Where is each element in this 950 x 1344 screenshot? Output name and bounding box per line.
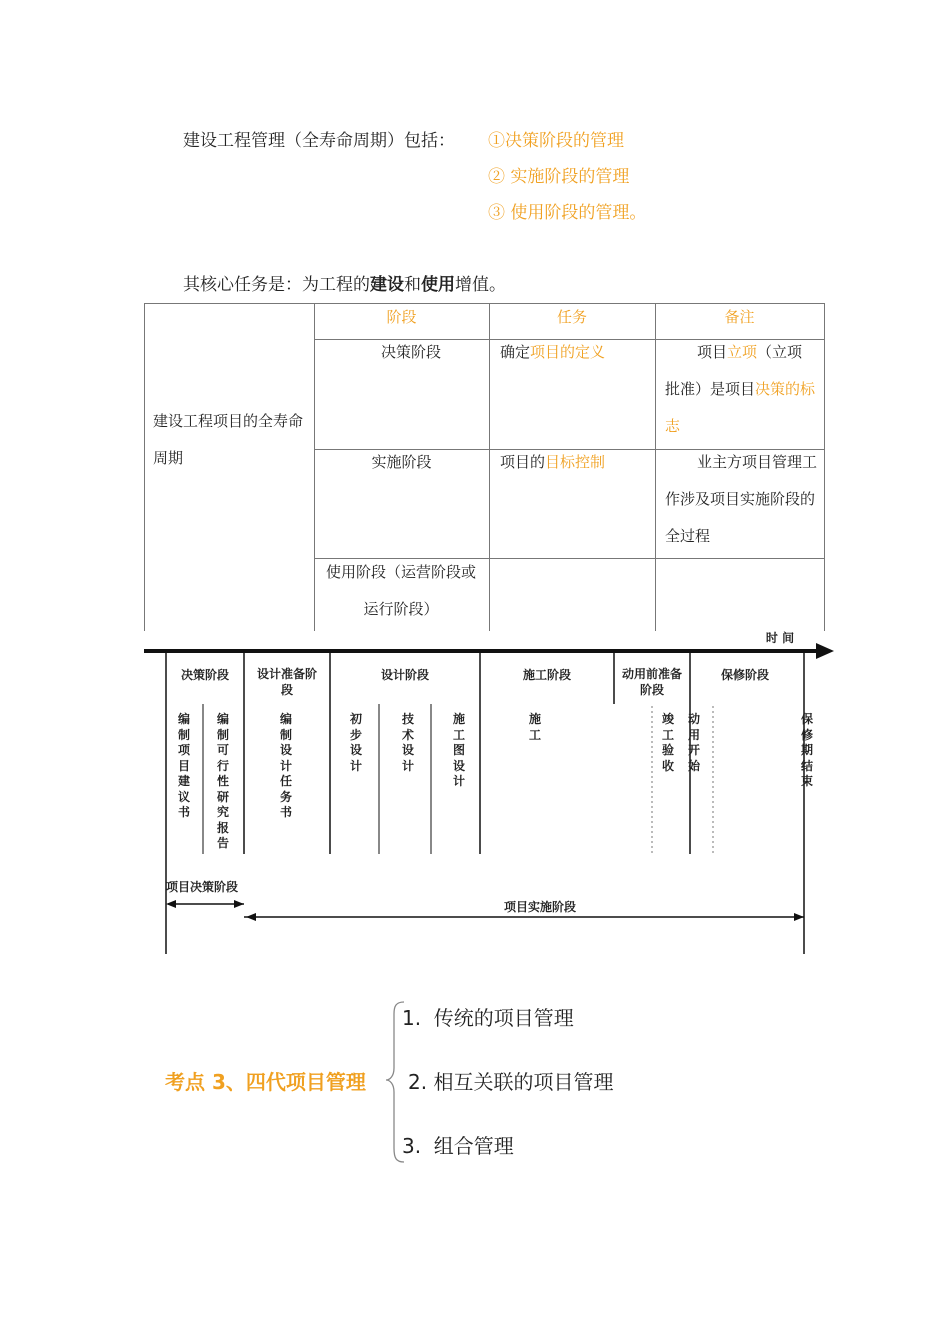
stage-use: 使用阶段（运营阶段或运行阶段） xyxy=(325,563,476,618)
kaodian-item-2: 2. 相互关联的项目管理 xyxy=(408,1070,614,1094)
stage-decision: 决策阶段 xyxy=(380,343,441,361)
task-construction: 施工 xyxy=(528,712,541,742)
intro-item-3: ③ 使用阶段的管理。 xyxy=(488,203,647,223)
task-technical-design: 技术设计 xyxy=(401,712,414,773)
core-bold-build: 建设 xyxy=(370,275,404,295)
span-implementation-label: 项目实施阶段 xyxy=(503,900,576,914)
task-impl-plain: 项目的 xyxy=(500,453,546,471)
phase-construction: 施工阶段 xyxy=(522,668,571,682)
span-decision-label: 项目决策阶段 xyxy=(166,880,239,894)
time-label: 时 间 xyxy=(765,631,795,645)
intro-lead: 建设工程管理（全寿命周期）包括： xyxy=(183,131,455,151)
task-implementation xyxy=(500,444,650,481)
project-lifecycle-diagram xyxy=(140,628,840,958)
phase-warranty: 保修阶段 xyxy=(720,668,769,682)
note-decision xyxy=(665,334,817,445)
core-suffix: 增值。 xyxy=(455,275,506,295)
note-decision-p2: 立项 xyxy=(727,343,758,361)
task-feasibility-report: 编制可行性研究报告 xyxy=(216,712,229,850)
task-project-proposal: 编制项目建议书 xyxy=(177,712,190,819)
kaodian-item-1: 1. 传统的项目管理 xyxy=(402,1006,574,1030)
intro-item-2: ② 实施阶段的管理 xyxy=(488,167,630,187)
task-decision xyxy=(500,334,650,371)
kaodian-item-3: 3. 组合管理 xyxy=(402,1134,514,1158)
note-decision-p1: 项目 xyxy=(697,343,728,361)
task-operation-start: 动用开始 xyxy=(687,712,700,773)
header-note: 备注 xyxy=(724,308,755,326)
phase-pre-operation: 动用前准备阶段 xyxy=(621,667,682,697)
core-task-line xyxy=(183,270,506,295)
header-task: 任务 xyxy=(556,308,587,326)
note-decision-p3: （立项批准）是项目 xyxy=(665,343,803,398)
task-design-brief: 编制设计任务书 xyxy=(279,712,292,819)
phase-design: 设计阶段 xyxy=(380,668,429,682)
kaodian-title: 考点 3、四代项目管理 xyxy=(165,1070,366,1094)
task-decision-plain: 确定 xyxy=(500,343,531,361)
task-preliminary-design: 初步设计 xyxy=(349,712,362,773)
task-impl-hl: 目标控制 xyxy=(545,453,606,471)
phase-design-prep: 设计准备阶段 xyxy=(256,667,317,697)
phase-decision: 决策阶段 xyxy=(180,668,229,682)
note-implementation: 业主方项目管理工作涉及项目实施阶段的全过程 xyxy=(665,453,818,545)
stage-implementation: 实施阶段 xyxy=(371,453,432,471)
row-header-cell: 建设工程项目的全寿命周期 xyxy=(153,412,304,467)
task-warranty-end: 保修期结束 xyxy=(800,712,813,788)
task-completion-acceptance: 竣工验收 xyxy=(661,712,674,773)
core-mid: 和 xyxy=(404,275,421,295)
note-decision-p4: 决策的标志 xyxy=(665,380,816,435)
task-decision-hl: 项目的定义 xyxy=(530,343,606,361)
task-construction-drawing: 施工图设计 xyxy=(452,712,465,788)
header-stage: 阶段 xyxy=(386,308,417,326)
intro-item-1: ①决策阶段的管理 xyxy=(488,131,624,151)
core-bold-use: 使用 xyxy=(421,275,455,295)
core-prefix: 其核心任务是：为工程的 xyxy=(183,275,370,295)
